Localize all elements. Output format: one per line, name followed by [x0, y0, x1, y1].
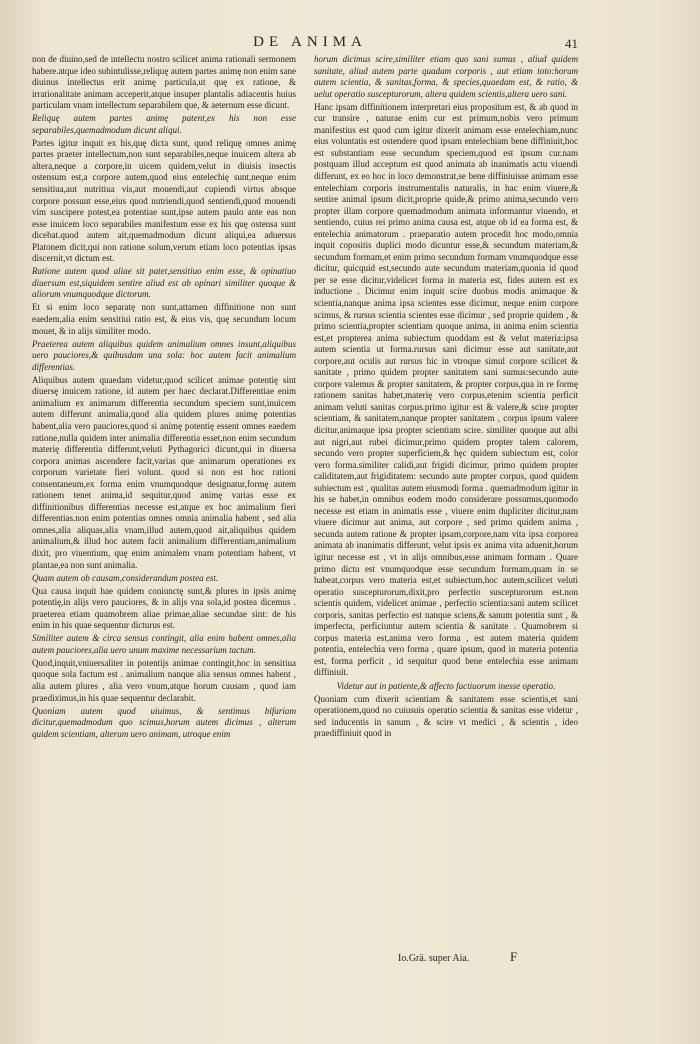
paragraph: Quoniam cum dixerit scientiam & sanitatem esse scientis,et sani operationem,quod no cuiusuis operatio scientia & sanitas esse videtur , sed inducentis in sanum , & scire vt medici , & scientis , ideo praediffiniuit quod in [314, 693, 578, 739]
page-number: 41 [565, 36, 578, 51]
left-text-column [32, 54, 296, 742]
italic-paragraph: Reliquę autem partes animę patent,ex his non esse separabiles,quemadmodum dicunt aliqui. [32, 113, 296, 135]
running-head: DE ANIMA [253, 34, 367, 50]
page-header [0, 34, 700, 54]
italic-paragraph: horum dicimus scire,similiter etiam quo sani sumus , aliud quidem sanitate, aliud autem parte quadam corporis , aut etiam toto:horum autem scientia, & sanitas,forma, & species,quaedam est, & ratio, & uelut operatio suscepturorum, altera quidem scientis,altera uero sani. [314, 54, 578, 99]
italic-paragraph: Similiter autem & circa sensus contingit, alia enim habent omnes,alia autem pauciores,alia uero unum maxime necessarium tactum. [32, 633, 296, 655]
catchword: Io.Grä. super Aia. [398, 953, 470, 964]
paragraph: Partes igitur inquit ex his,quę dicta sunt, quod reliquę omnes animę partes praeter intellectum,non sunt separabiles,neque inuicem altera ab altera,neque a corpore,in uicem quidem,velut in diuisis insectis ostensum est,a corpore autem,quod eius entelechię sunt,neque enim sensitiua,aut nutritiua vis,aut mouendi,aut cupiendi virtus absque corpore possunt esse,eius quod nutriendi,quod sentiendi,quod mouendi vim suscipere potest,ea potentiae sunt,ipse autem paulo ante eas non esse inuicem loco separabiles manifestum esse ex his quę ostensa sunt dicebat.quod autem ait,quemadmodum dicunt aliqui,ea aduersus Platonem dicit,qui non ratione solum,verum etiam loco potentias ipsas discernit,vt dictum est. [32, 137, 296, 264]
signature-mark: F [510, 949, 518, 964]
italic-paragraph: Ratione autem quod aliae sit patet,sensitiuo enim esse, & opinatiuo diuersum est,siquidem sentire aliud est ab opinari similiter quoque & aliorum vnumquodque dictorum. [32, 266, 296, 300]
italic-paragraph: Videtur aut in patiente,& affecto factiuorum inesse operatio. [336, 680, 556, 691]
italic-paragraph: Quam autem ob causam,considerandum postea est. [32, 572, 219, 583]
italic-paragraph: Quoniam autem quod uiuimus, & sentimus bifariam dicitur,quemadmodum quo scimus,horum autem dicimus , alterum quidem scientiam, alterum uero animam, utroque enim [32, 705, 296, 739]
paragraph: Qua causa inquit hae quidem coniunctę sunt,& plures in ipsis animę potentię,in alijs vero pauciores, & in alijs vna sola,id postea dicemus . praeterea etiam quamobrem aliae primae,aliae secundae sint: de his enim in his quae sequentur dicturus est. [32, 585, 296, 631]
italic-paragraph: Praeterea autem aliquibus quidem animalium omnes insunt,aliquibus uero pauciores,& quibusdam una sola: hoc autem facit animalium differentias. [32, 338, 296, 372]
paragraph: Hanc ipsam diffinitionem interpretari eius propositum est, & ab quod in cur transire , naturae enim cur est primum,nobis vero primum manifestius est quod cum igitur dixerit animam esse entelechiam,nunc eius voluntatis est ostendere quod ipsam entelechiam bene diffiniuit,hoc est substantiam esse secundum speciem,quod est ipsum cur.nam postquam illud acceptum est quod animata ab inanimatis actu viuendi differunt, ex eo hoc in loco demonstrat,se bene diffiniuisse animam esse entelechiam corporis instrumentalis naturalis, in hac enim viuere,& sentire animal ipsum dicit,proprie quide,& primo anima,secundo vero propter illam corpore quemadmodum animata informantur viuendo, et sentiendo, cuius rei primo anima causa est, atque ob id ea forma est, & entelechia animatorum . praeparatio autem procedit hoc modo,omnia inquit copositis duplici modo dicuntur esse,& secundum materiam,& secundum formam,et enim primo secundum formam vnumquodque esse dicitur, quicquid est,secundo aute secundum materiam,quonia id quod per se esse dicitur,videlicet forma in materia est, fides autem est ex inductione . Dicimur enim inquit scire duobus modis animaque & scientia,nanque anima ipsa scientes esse dicimur, neque enim corpore scimus, & rursus scientia scientes esse dicimur , sed proprie quidem , & primo scientia,propter scientiam quoque anima, in anima enim scientia est,et propterea anima subiectum quoddam est & velut materia:ipsa autem scientia ut forma.rursus sani dicimur esse aut sanitate,aut corpore,aut oculis aut rursus hic in vtroque simul corpore scilicet & sanitate , primo quidem propter sanitatem sani sumus:secundo aute corpore valemus & propter sanitatem, & propter corpus,qua in re formę rationem sanitas habet,materię vero corpus,etenim scientia perficit animam veluti sanitas corpus.primo igitur est & valere,& scire propter scientiam, & sanitatem,nanque propter sanitatem , corpus ipsum valere dicitur,animaque ipsa propter scientiam scire. similiter quoque aut albi aut nigri,aut rubei dicimur,primo quidem propter talem calorem, secundo vero propter superficiem,& hęc quidem subiectum est, color vero forma.similiter calidi,aut frigidi dicimur, primo quidem propter caliditatem,aut frigiditatem: secundo aute propter corpus, quod quidem subiectum est , qualitas autem eiusmodi forma . quemadmodum igitur in his se habet,in omnibus eodem modo considerare possumus,quomodo necesse est etiam in animatis esse , viuere enim dupliciter dicitur,nam viuere dicimur aut anima, aut corpore , sed primo quidem anima , secunda autem ratione & propter ipsam,corpore,nam vita ipsa corporea animata ab inanimatis differunt, velut ipsis ex anima vita aduenit,horum igitur necesse est , vt in alijs omnibus,esse animam formam . Quare primo dictu est vnumquodque esse secundum formam,quam in se habeat,corpus vero materia est,et subiectum,hoc autem,scilicet veluti operatio suscepturorum,dixit,pro perfectio suscepturorum est.non scientis quidem, videlicet animae , perfectio scientia:sani autem scilicet corporis, sanitas perfectio est nanque sciens,& sanum potentia sunt , & imperfecta, perficiuntur autem scientia & sanitate . Quamobrem si corpus materia est,anima vero forma , est autem materia quidem potentia, entelechia vero forma , quare ipsum, quod in materia potentia est, forma perficit , id sequitur quod bene entelechia esse animam diffiniuit. [314, 101, 578, 678]
paragraph: non de diuino,sed de intellectu nostro scilicet anima rationali sermonem habere.atque ideo subintulisse,reliquę autem partes animę non enim sane diuinus intellectus erit animę particula,ut quę ex ratione, & irrationalitate animam acceperit,atque insuper plantalis adiacentis huius particulam vnam intellectum separabilem que, & aeternum esse dicunt. [32, 54, 296, 111]
paragraph: Aliquibus autem quaedam videtur,quod scilicet animae potentię sint diuersę inuicem ratione, id autem per haec declarat.Differentiae enim animalium ex animarum differentia secundum speciem sunt,inuicem autem differunt animalia,quod alia quidem plures animę potentias habent,alia vero pauciores,quod si animę potentię essent omnes eaedem ratione,nulla quidem inter animalia differentia esset,non enim secundum materię differentia differunt,veluti Pythagorici dicunt,qui in diuersa corpora animas ascendere facit,varias que animarum operationes ex corporum varietate fieri volunt. quod si non est hoc rationi consentaneum,ex forma enim vnumquodque designatur,formę autem rationem tenet anima,id sequitur,quod animę varias esse ex diffinitionibus differentias necesse est,atque ex hoc animalium fieri differentias.non enim potentias omnes omnia animalia habent , sed alia omnes,alia aliquas,alia vnam,illud autem,quod ait,aliquibus quidem animalium,& illud hoc autem facit animalium differentiam,animalium dixit, pro viuentium, quę enim animalem vnam potentiam habent, vt plantae,ea non sunt animalia. [32, 374, 296, 570]
right-text-column [314, 54, 578, 741]
paragraph: Quod,inquit,vniuersaliter in potentijs animae contingit,hoc in sensitiua quoque sola factum est . animalium nanque alia sensus omnes habent , alia autem plures , alia vero vnum,atque horum causam , quod iam praediximus,in his quae sequentur declarabit. [32, 657, 296, 703]
paragraph: Et si enim loco separatę non sunt,attamen diffinitione non sunt eaedem,alia enim sensitiui ratio est, & eius vis, quę secundum locum mouet, & in alijs similiter modo. [32, 302, 296, 336]
